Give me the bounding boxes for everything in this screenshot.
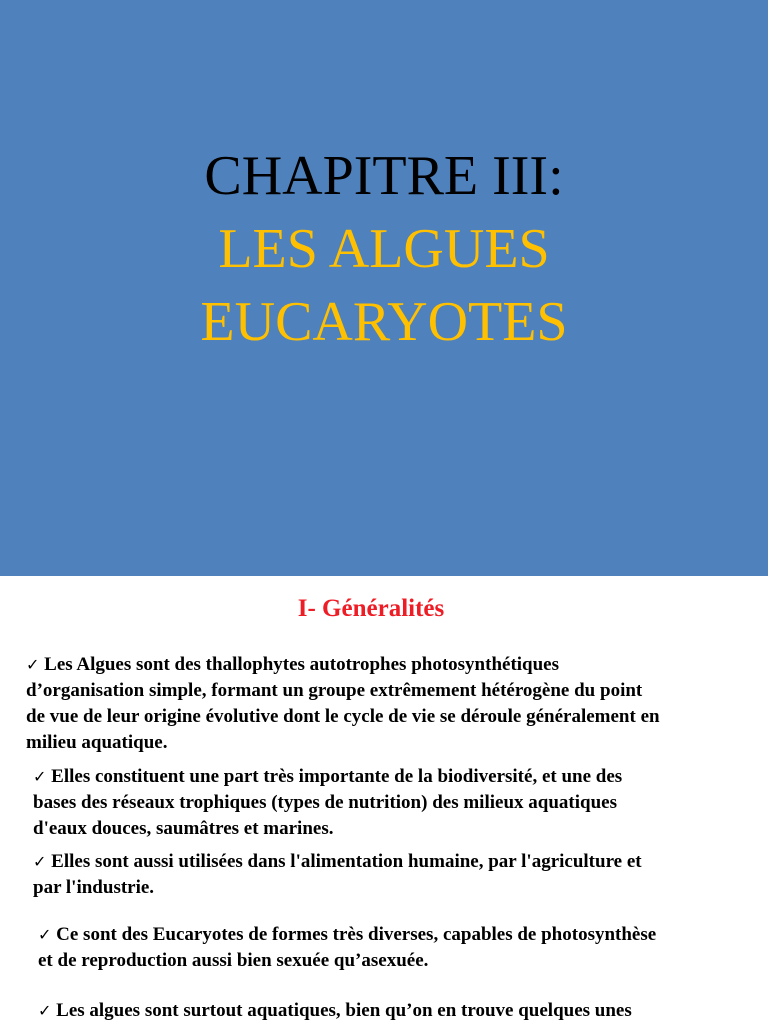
chapter-number: CHAPITRE III: — [204, 145, 564, 207]
check-icon: ✓ — [38, 1001, 52, 1020]
bullet-item — [38, 922, 656, 974]
bullet-line: d'eaux douces, saumâtres et marines. — [33, 818, 334, 839]
bullet-item — [38, 998, 632, 1024]
bullet-line: Elles constituent une part très importante de la biodiversité, et une des — [51, 766, 623, 787]
bullet-line: de vue de leur origine évolutive dont le cycle de vie se déroule généralement en — [26, 706, 660, 727]
bullet-line: d’organisation simple, formant un groupe extrêmement hétérogène du point — [26, 680, 643, 701]
bullet-line: Ce sont des Eucaryotes de formes très diverses, capables de photosynthèse — [56, 924, 657, 945]
bullet-line: Les algues sont surtout aquatiques, bien qu’on en trouve quelques unes — [56, 1000, 632, 1021]
section-heading: I- Généralités — [297, 595, 445, 622]
bullet-item — [33, 764, 622, 842]
bullet-line: et de reproduction aussi bien sexuée qu’asexuée. — [38, 950, 429, 971]
check-icon: ✓ — [33, 767, 47, 786]
check-icon: ✓ — [26, 655, 40, 674]
check-icon: ✓ — [38, 925, 52, 944]
bullet-line: bases des réseaux trophiques (types de nutrition) des milieux aquatiques — [33, 792, 617, 813]
bullet-line: Les Algues sont des thallophytes autotrophes photosynthétiques — [44, 654, 560, 675]
check-icon: ✓ — [33, 852, 47, 871]
chapter-title-line-1: LES ALGUES — [218, 218, 550, 280]
chapter-title-line-2: EUCARYOTES — [200, 291, 568, 353]
bullet-item — [26, 652, 660, 756]
bullet-line: milieu aquatique. — [26, 732, 168, 753]
content-slide — [0, 576, 768, 1024]
bullet-line: Elles sont aussi utilisées dans l'alimentation humaine, par l'agriculture et — [51, 851, 642, 872]
bullet-item — [33, 849, 642, 901]
bullet-line: par l'industrie. — [33, 877, 155, 898]
chapter-title — [0, 140, 768, 359]
